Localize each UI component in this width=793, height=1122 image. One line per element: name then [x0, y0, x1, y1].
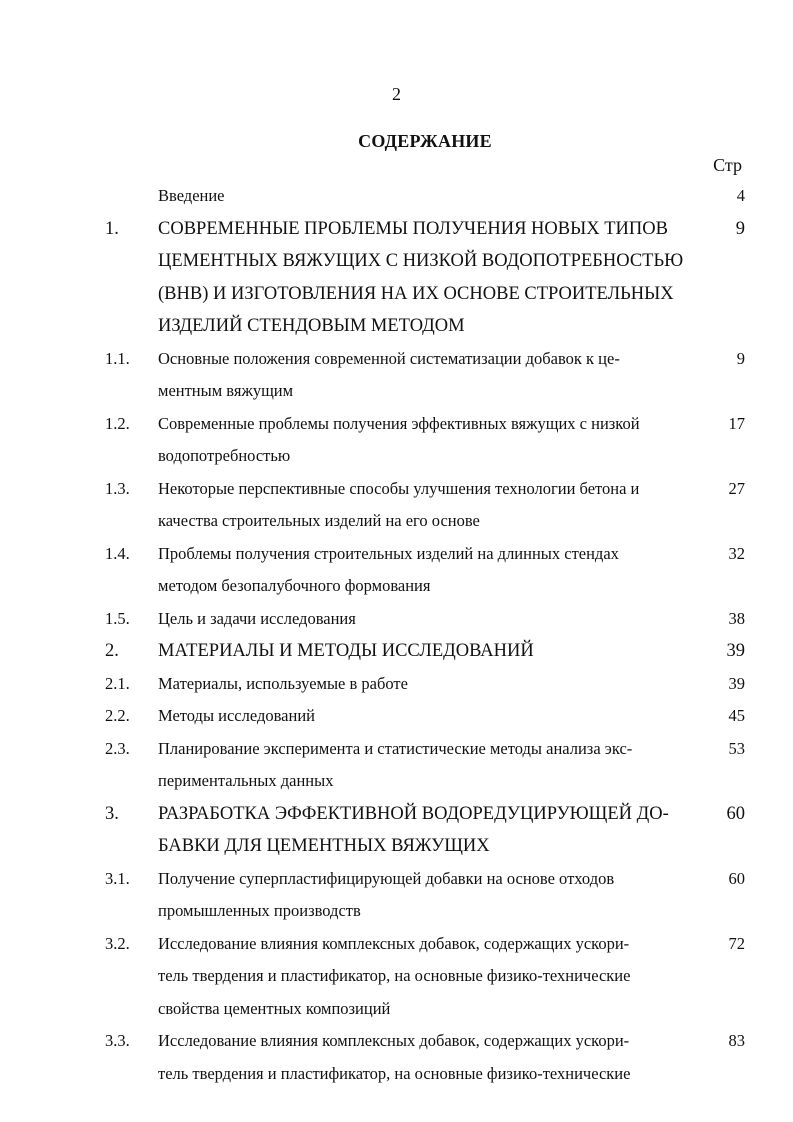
- toc-entry: [105, 538, 745, 603]
- toc-entry-title-line: ЦЕМЕНТНЫХ ВЯЖУЩИХ С НИЗКОЙ ВОДОПОТРЕБНОСТЬЮ: [158, 251, 684, 271]
- toc-entry-title-line: РАЗРАБОТКА ЭФФЕКТИВНОЙ ВОДОРЕДУЦИРУЮЩЕЙ ДО-: [158, 803, 669, 824]
- toc-entry-title-line: качества строительных изделий на его основе: [158, 511, 480, 530]
- toc-entry-number: 1.1.: [105, 348, 130, 368]
- toc-entry-title: [158, 668, 705, 701]
- toc-entry-title-line: Материалы, используемые в работе: [158, 673, 408, 693]
- toc-entry-title: [158, 473, 705, 538]
- toc-entry-page: 39: [728, 673, 745, 693]
- toc-entry-title-line: БАВКИ ДЛЯ ЦЕМЕНТНЫХ ВЯЖУЩИХ: [158, 836, 490, 856]
- toc-entry-title-line: Получение суперпластифицирующей добавки на основе отходов: [158, 868, 615, 888]
- toc-entry-number: 3.2.: [105, 933, 130, 953]
- toc-entry-number: 2.2.: [105, 706, 130, 725]
- toc-entry-title-line: ментным вяжущим: [158, 381, 294, 400]
- toc-entry: [105, 928, 745, 1026]
- toc-entry-title: [158, 603, 705, 636]
- toc-entry-page: 72: [728, 933, 745, 953]
- toc-entry-number: 1.3.: [105, 478, 130, 498]
- toc-entry-title: [158, 538, 705, 603]
- toc-entry-title-line: Исследование влияния комплексных добавок, содержащих ускори-: [158, 933, 630, 953]
- toc-entry-page: 83: [728, 1031, 745, 1050]
- toc-entry-page: 39: [726, 641, 745, 661]
- page-column-header: Стр: [713, 155, 742, 175]
- toc-entry: [105, 700, 745, 733]
- toc-entry-title-line: Некоторые перспективные способы улучшения технологии бетона и: [158, 478, 640, 498]
- toc-entry-title-line: свойства цементных композиций: [158, 998, 391, 1018]
- toc-entry: [105, 863, 745, 928]
- page-number: 2: [392, 84, 401, 104]
- toc-entry-page: 17: [728, 413, 745, 433]
- toc-entry-title: [158, 863, 705, 928]
- toc-entry-page: 9: [736, 348, 745, 368]
- toc-title: СОДЕРЖАНИЕ: [358, 131, 492, 151]
- toc-entry: [105, 213, 745, 343]
- toc-entry: [105, 733, 745, 798]
- toc-entry-title-line: Цель и задачи исследования: [158, 608, 356, 628]
- toc-entry-title-line: Современные проблемы получения эффективных вяжущих с низкой: [158, 413, 640, 433]
- toc-entry-title-line: СОВРЕМЕННЫЕ ПРОБЛЕМЫ ПОЛУЧЕНИЯ НОВЫХ ТИПОВ: [158, 218, 668, 239]
- toc-entry-title-line: тель твердения и пластификатор, на основные физико-технические: [158, 1063, 631, 1083]
- toc-entry-number: 3.1.: [105, 868, 130, 888]
- toc-entry: [105, 635, 745, 668]
- toc-entry-title: [158, 180, 705, 213]
- toc-entry: [105, 473, 745, 538]
- table-of-contents: [105, 180, 745, 1090]
- toc-entry-title-line: промышленных производств: [158, 901, 361, 920]
- toc-entry: [105, 668, 745, 701]
- toc-entry-number: 2.1.: [105, 673, 130, 693]
- toc-entry-title-line: тель твердения и пластификатор, на основные физико-технические: [158, 966, 631, 985]
- toc-entry-title-line: Планирование эксперимента и статистические методы анализа экс-: [158, 738, 633, 758]
- toc-entry-page: 60: [728, 868, 745, 888]
- toc-entry-title-line: периментальных данных: [158, 771, 334, 790]
- toc-entry-title: [158, 700, 705, 733]
- toc-entry-title-line: ИЗДЕЛИЙ СТЕНДОВЫМ МЕТОДОМ: [158, 316, 465, 336]
- toc-entry: [105, 180, 745, 213]
- toc-entry-title: [158, 343, 705, 408]
- toc-entry-number: 2.3.: [105, 738, 130, 758]
- toc-entry-title-line: методом безопалубочного формования: [158, 576, 431, 595]
- toc-entry-title-line: Введение: [158, 186, 225, 205]
- toc-entry-title-line: Методы исследований: [158, 706, 315, 725]
- toc-entry-page: 45: [728, 706, 745, 725]
- toc-entry-title-line: водопотребностью: [158, 446, 291, 465]
- toc-entry-title-line: Исследование влияния комплексных добавок, содержащих ускори-: [158, 1031, 630, 1050]
- toc-entry: [105, 798, 745, 863]
- toc-entry-title: [158, 798, 705, 863]
- toc-entry-page: 53: [728, 738, 745, 758]
- toc-entry-title: [158, 928, 705, 1026]
- toc-entry-number: 1.: [105, 218, 119, 239]
- toc-entry-title-line: МАТЕРИАЛЫ И МЕТОДЫ ИССЛЕДОВАНИЙ: [158, 641, 534, 661]
- toc-entry-page: 9: [735, 218, 745, 239]
- toc-entry: [105, 408, 745, 473]
- toc-entry-number: 3.: [105, 803, 119, 824]
- toc-entry-number: 1.2.: [105, 413, 130, 433]
- toc-entry-page: 38: [728, 608, 745, 628]
- toc-entry: [105, 603, 745, 636]
- toc-entry-title: [158, 213, 705, 343]
- toc-entry-title: [158, 1025, 705, 1090]
- toc-entry-page: 32: [728, 543, 745, 563]
- toc-entry-title-line: (ВНВ) И ИЗГОТОВЛЕНИЯ НА ИХ ОСНОВЕ СТРОИТЕЛЬНЫХ: [158, 283, 674, 304]
- toc-entry-title: [158, 733, 705, 798]
- toc-entry-number: 3.3.: [105, 1031, 130, 1050]
- toc-entry: [105, 1025, 745, 1090]
- toc-entry-page: 4: [736, 186, 745, 205]
- toc-entry-number: 1.5.: [105, 608, 130, 628]
- toc-entry-page: 27: [728, 478, 745, 498]
- toc-entry-number: 2.: [105, 641, 119, 661]
- toc-entry-title-line: Проблемы получения строительных изделий на длинных стендах: [158, 543, 619, 563]
- toc-entry-number: 1.4.: [105, 543, 130, 563]
- toc-entry-title: [158, 408, 705, 473]
- toc-entry: [105, 343, 745, 408]
- toc-entry-title-line: Основные положения современной систематизации добавок к це-: [158, 348, 620, 368]
- toc-entry-page: 60: [726, 803, 745, 824]
- toc-entry-title: [158, 635, 705, 668]
